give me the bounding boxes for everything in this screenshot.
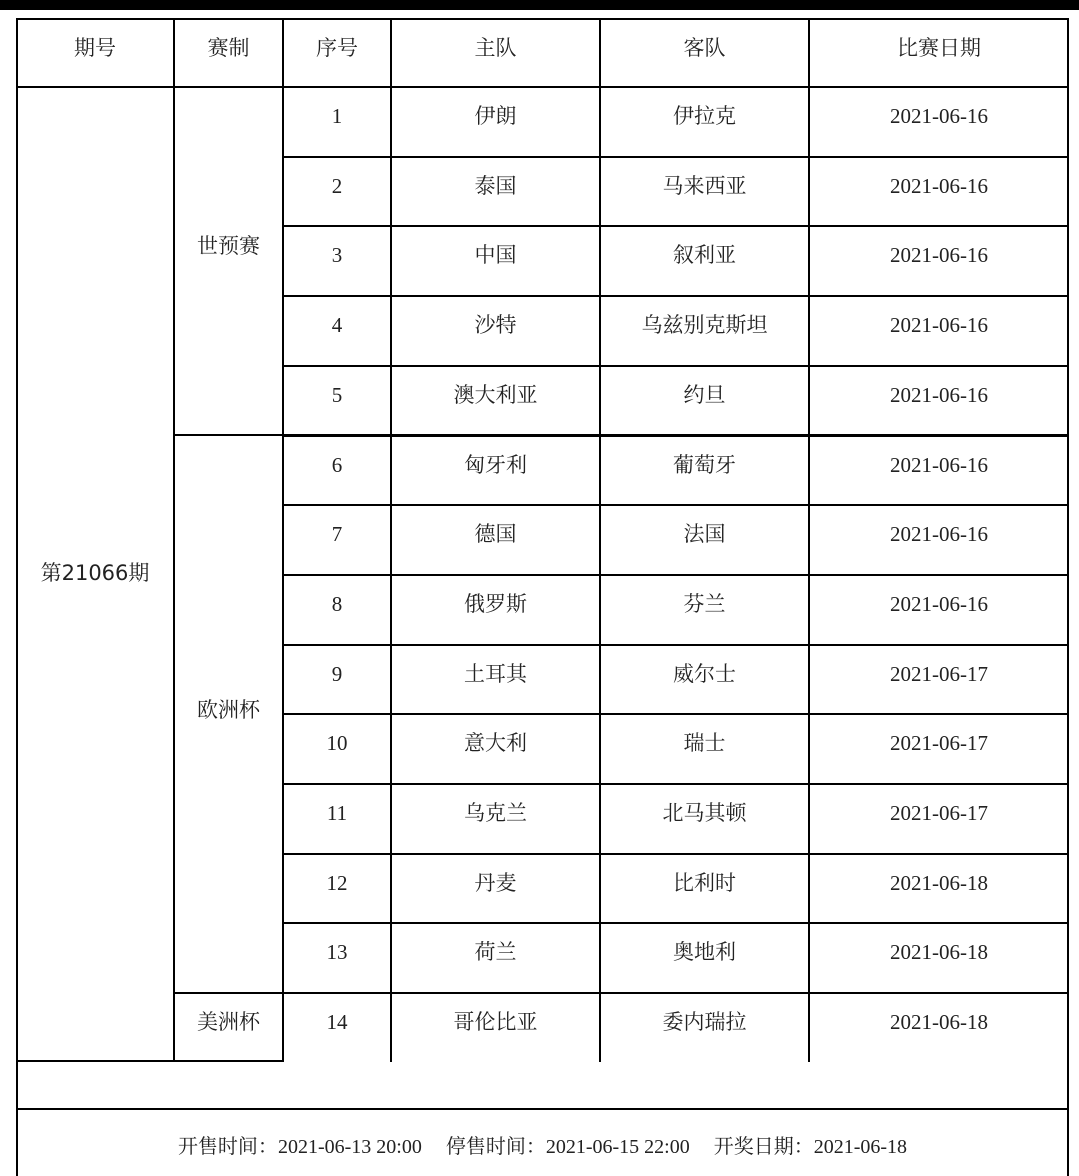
cell-no: 14 [326,1010,348,1034]
cell-home: 哥伦比亚 [453,1010,538,1034]
cell-home: 意大利 [464,731,527,755]
row-separator [283,225,1069,227]
cell-home: 伊朗 [474,104,517,128]
cell-date: 2021-06-16 [890,383,988,407]
group-label-euro-cup: 欧洲杯 [197,698,260,722]
cell-away: 法国 [683,522,726,546]
cell-home: 澳大利亚 [453,383,538,407]
sale-end [446,1130,690,1159]
col-line-3 [390,18,392,1062]
sale-end-value: 2021-06-15 22:00 [545,1135,690,1158]
cell-no: 10 [326,731,348,755]
cell-away: 葡萄牙 [673,453,736,477]
cell-away: 委内瑞拉 [662,1010,747,1034]
header-date: 比赛日期 [897,36,981,60]
cell-date: 2021-06-16 [890,592,988,616]
cell-date: 2021-06-17 [890,801,988,825]
draw-date [714,1130,907,1159]
cell-away: 瑞士 [683,731,726,755]
cell-no: 3 [331,243,343,267]
header-no: 序号 [316,36,358,60]
cell-no: 5 [331,383,343,407]
col-line-4 [599,18,601,1062]
cell-no: 4 [331,313,343,337]
cell-home: 丹麦 [474,871,517,895]
header-away: 客队 [683,36,726,60]
cell-date: 2021-06-18 [890,871,988,895]
group-label-world-qualifiers: 世预赛 [197,234,260,258]
table-border-right [1067,18,1069,1176]
cell-home: 荷兰 [474,940,517,964]
cell-no: 11 [326,801,348,825]
cell-away: 马来西亚 [662,174,747,198]
cell-no: 6 [331,453,343,477]
row-separator [283,295,1069,297]
group-separator-1 [174,434,1069,436]
sale-start [178,1130,422,1159]
row-separator [283,156,1069,158]
cell-away: 比利时 [673,871,736,895]
row-separator [283,644,1069,646]
draw-date-label: 开奖日期： [713,1133,814,1158]
cell-date: 2021-06-16 [890,104,988,128]
cell-home: 泰国 [474,174,517,198]
group-label-copa-america: 美洲杯 [197,1010,260,1034]
issue-label: 第21066期 [40,561,150,585]
cell-no: 7 [331,522,343,546]
cell-home: 德国 [474,522,517,546]
draw-date-value: 2021-06-18 [813,1135,908,1158]
cell-home: 俄罗斯 [464,592,527,616]
cell-away: 北马其顿 [662,801,747,825]
cell-away: 乌兹别克斯坦 [641,313,768,337]
cell-home: 沙特 [474,313,517,337]
col-line-1 [173,18,175,1062]
sale-end-label: 停售时间： [445,1133,546,1158]
footer-separator [16,1108,1069,1110]
cell-date: 2021-06-18 [890,1010,988,1034]
issue-bottom-line [16,1060,283,1062]
cell-date: 2021-06-17 [890,662,988,686]
cell-away: 奥地利 [673,940,736,964]
row-separator [283,922,1069,924]
cell-no: 2 [331,174,343,198]
cell-away: 伊拉克 [673,104,736,128]
row-separator [283,783,1069,785]
cell-home: 乌克兰 [464,801,527,825]
cell-no: 9 [331,662,343,686]
cell-date: 2021-06-18 [890,940,988,964]
row-separator [283,853,1069,855]
cell-away: 威尔士 [673,662,736,686]
row-separator [283,713,1069,715]
cell-home: 土耳其 [464,662,527,686]
cell-no: 13 [326,940,348,964]
header-format: 赛制 [207,36,250,60]
row-separator [283,365,1069,367]
row-separator [283,574,1069,576]
sale-info-footer [16,1120,1069,1168]
group-separator-2 [174,992,1069,994]
header-home: 主队 [474,36,517,60]
cell-away: 芬兰 [683,592,726,616]
cell-date: 2021-06-16 [890,243,988,267]
col-line-5 [808,18,810,1062]
cell-date: 2021-06-16 [890,174,988,198]
cell-date: 2021-06-16 [890,522,988,546]
sale-start-value: 2021-06-13 20:00 [277,1135,422,1158]
cell-no: 1 [331,104,343,128]
cell-no: 12 [326,871,348,895]
cell-away: 叙利亚 [673,243,736,267]
cell-date: 2021-06-16 [890,313,988,337]
sale-start-label: 开售时间： [177,1133,278,1158]
cell-home: 中国 [474,243,517,267]
header-issue: 期号 [74,36,116,60]
cell-date: 2021-06-17 [890,731,988,755]
lottery-schedule-sheet [0,10,1079,1176]
cell-home: 匈牙利 [464,453,527,477]
cell-no: 8 [331,592,343,616]
cell-date: 2021-06-16 [890,453,988,477]
table-border-left [16,18,18,1176]
col-line-2 [282,18,284,1062]
row-separator [283,504,1069,506]
cell-away: 约旦 [683,383,726,407]
